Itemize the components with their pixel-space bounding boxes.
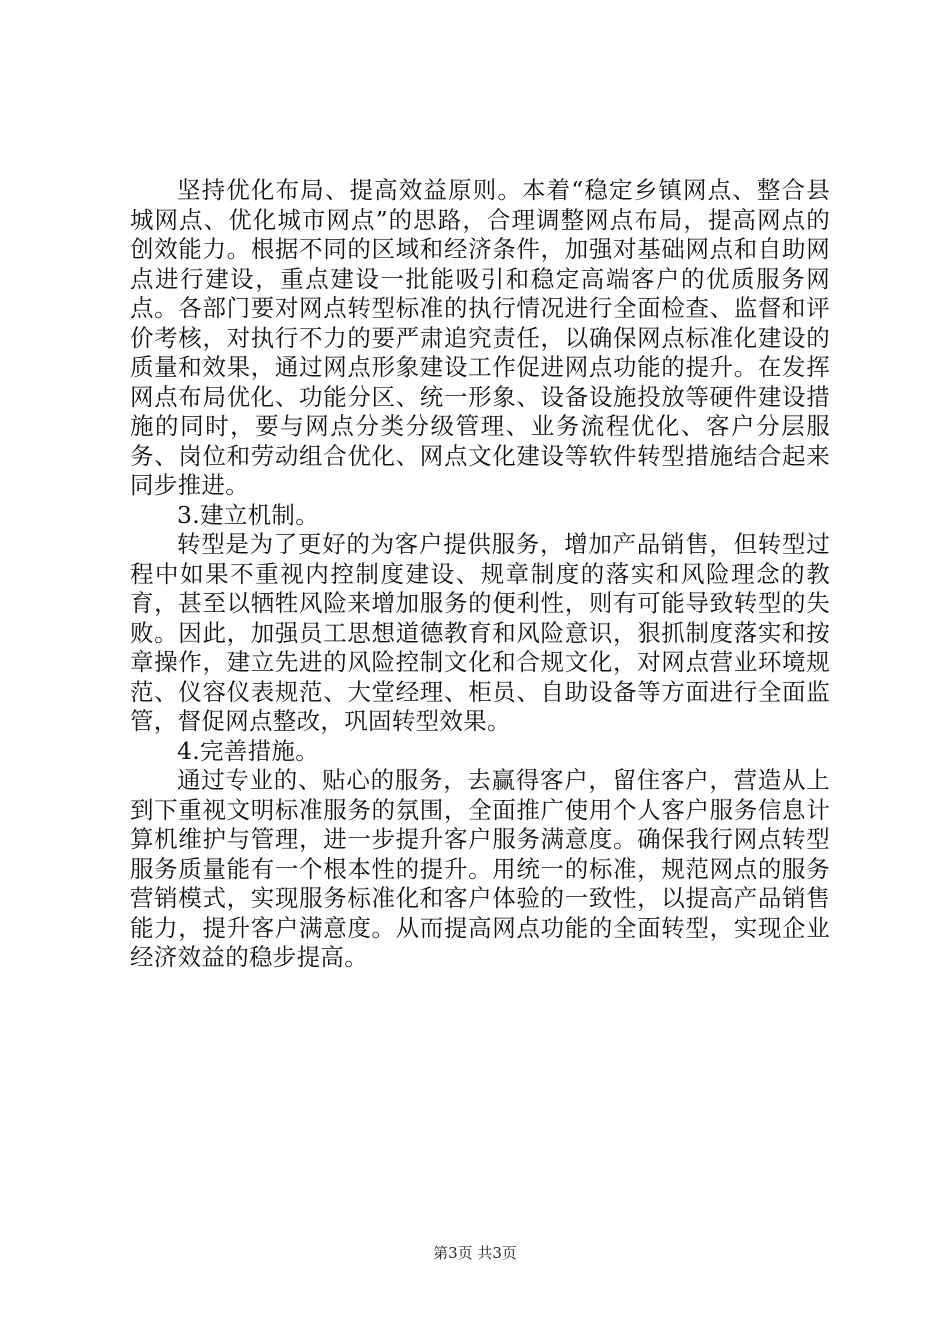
document-body xyxy=(130,176,830,973)
section-heading-mechanism: 3.建立机制。 xyxy=(177,500,320,529)
page-number-footer: 第3页 共3页 xyxy=(433,1244,517,1262)
paragraph-layout-principle: 坚持优化布局、提高效益原则。本着“稳定乡镇网点、整合县城网点、优化城市网点”的思路，合理调整网点布局，提高网点的创效能力。根据不同的区域和经济条件，加强对基础网点和自助网点进行建设，重点建设一批能吸引和稳定高端客户的优质服务网点。各部门要对网点转型标准的执行情况进行全面检查、监督和评价考核，对执行不力的要严肃追究责任，以确保网点标准化建设的质量和效果，通过网点形象建设工作促进网点功能的提升。在发挥网点布局优化、功能分区、统一形象、设备设施投放等硬件建设措施的同时，要与网点分类分级管理、业务流程优化、客户分层服务、岗位和劳动组合优化、网点文化建设等软件转型措施结合起来同步推进。 xyxy=(130,176,830,499)
paragraph-measures: 通过专业的、贴心的服务，去赢得客户，留住客户，营造从上到下重视文明标准服务的氛围，全面推广使用个人客户服务信息计算机维护与管理，进一步提升客户服务满意度。确保我行网点转型服务质量能有一个根本性的提升。用统一的标准，规范网点的服务营销模式，实现服务标准化和客户体验的一致性，以提高产品销售能力，提升客户满意度。从而提高网点功能的全面转型，实现企业经济效益的稳步提高。 xyxy=(130,766,830,971)
section-heading-measures: 4.完善措施。 xyxy=(177,736,320,765)
paragraph-mechanism: 转型是为了更好的为客户提供服务，增加产品销售，但转型过程中如果不重视内控制度建设、规章制度的落实和风险理念的教育，甚至以牺牲风险来增加服务的便利性，则有可能导致转型的失败。因此，加强员工思想道德教育和风险意识，狠抓制度落实和按章操作，建立先进的风险控制文化和合规文化，对网点营业环境规范、仪容仪表规范、大堂经理、柜员、自助设备等方面进行全面监管，督促网点整改，巩固转型效果。 xyxy=(130,530,830,735)
